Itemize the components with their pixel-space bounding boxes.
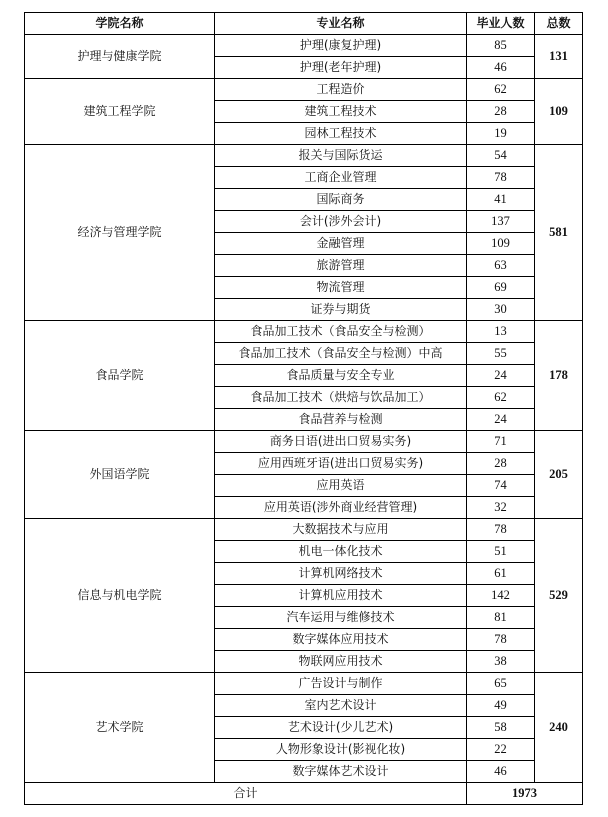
college-name: 建筑工程学院 bbox=[25, 79, 215, 145]
graduate-count: 81 bbox=[467, 607, 535, 629]
graduate-count: 22 bbox=[467, 739, 535, 761]
major-name: 食品加工技术（食品安全与检测） bbox=[215, 321, 467, 343]
graduate-count: 85 bbox=[467, 35, 535, 57]
graduate-count: 61 bbox=[467, 563, 535, 585]
graduate-count: 137 bbox=[467, 211, 535, 233]
graduate-count: 69 bbox=[467, 277, 535, 299]
table-row bbox=[25, 35, 583, 57]
major-name: 食品加工技术（烘焙与饮品加工） bbox=[215, 387, 467, 409]
graduate-count: 62 bbox=[467, 79, 535, 101]
table-row bbox=[25, 519, 583, 541]
graduate-count: 24 bbox=[467, 365, 535, 387]
major-name: 计算机网络技术 bbox=[215, 563, 467, 585]
header-major: 专业名称 bbox=[215, 13, 467, 35]
graduate-count: 28 bbox=[467, 453, 535, 475]
table-row bbox=[25, 673, 583, 695]
college-total: 109 bbox=[535, 79, 583, 145]
college-name: 外国语学院 bbox=[25, 431, 215, 519]
table-row bbox=[25, 79, 583, 101]
graduate-count: 65 bbox=[467, 673, 535, 695]
graduate-count: 62 bbox=[467, 387, 535, 409]
major-name: 证券与期货 bbox=[215, 299, 467, 321]
major-name: 工商企业管理 bbox=[215, 167, 467, 189]
major-name: 国际商务 bbox=[215, 189, 467, 211]
major-name: 食品加工技术（食品安全与检测）中高 bbox=[215, 343, 467, 365]
college-total: 581 bbox=[535, 145, 583, 321]
major-name: 计算机应用技术 bbox=[215, 585, 467, 607]
header-graduates: 毕业人数 bbox=[467, 13, 535, 35]
major-name: 食品营养与检测 bbox=[215, 409, 467, 431]
graduate-count: 51 bbox=[467, 541, 535, 563]
major-name: 金融管理 bbox=[215, 233, 467, 255]
graduate-count: 38 bbox=[467, 651, 535, 673]
graduate-count: 24 bbox=[467, 409, 535, 431]
graduate-count: 46 bbox=[467, 57, 535, 79]
graduate-count: 78 bbox=[467, 519, 535, 541]
major-name: 会计(涉外会计) bbox=[215, 211, 467, 233]
summary-row bbox=[25, 783, 583, 805]
major-name: 建筑工程技术 bbox=[215, 101, 467, 123]
college-total: 529 bbox=[535, 519, 583, 673]
major-name: 汽车运用与维修技术 bbox=[215, 607, 467, 629]
major-name: 旅游管理 bbox=[215, 255, 467, 277]
graduate-count: 49 bbox=[467, 695, 535, 717]
graduate-count: 71 bbox=[467, 431, 535, 453]
college-total: 131 bbox=[535, 35, 583, 79]
major-name: 护理(康复护理) bbox=[215, 35, 467, 57]
graduate-count: 32 bbox=[467, 497, 535, 519]
major-name: 数字媒体艺术设计 bbox=[215, 761, 467, 783]
major-name: 护理(老年护理) bbox=[215, 57, 467, 79]
graduate-count: 41 bbox=[467, 189, 535, 211]
header-total: 总数 bbox=[535, 13, 583, 35]
graduates-table bbox=[24, 12, 583, 805]
major-name: 商务日语(进出口贸易实务) bbox=[215, 431, 467, 453]
graduate-count: 30 bbox=[467, 299, 535, 321]
college-name: 经济与管理学院 bbox=[25, 145, 215, 321]
college-name: 信息与机电学院 bbox=[25, 519, 215, 673]
graduate-count: 55 bbox=[467, 343, 535, 365]
graduate-count: 78 bbox=[467, 167, 535, 189]
header-row bbox=[25, 13, 583, 35]
major-name: 食品质量与安全专业 bbox=[215, 365, 467, 387]
major-name: 人物形象设计(影视化妆) bbox=[215, 739, 467, 761]
summary-total: 1973 bbox=[467, 783, 583, 805]
graduate-count: 13 bbox=[467, 321, 535, 343]
graduate-count: 78 bbox=[467, 629, 535, 651]
summary-label: 合计 bbox=[25, 783, 467, 805]
graduate-count: 63 bbox=[467, 255, 535, 277]
graduate-count: 58 bbox=[467, 717, 535, 739]
table-body bbox=[25, 35, 583, 783]
major-name: 室内艺术设计 bbox=[215, 695, 467, 717]
header-college: 学院名称 bbox=[25, 13, 215, 35]
major-name: 报关与国际货运 bbox=[215, 145, 467, 167]
graduate-count: 142 bbox=[467, 585, 535, 607]
major-name: 应用英语 bbox=[215, 475, 467, 497]
major-name: 大数据技术与应用 bbox=[215, 519, 467, 541]
graduate-count: 19 bbox=[467, 123, 535, 145]
major-name: 应用西班牙语(进出口贸易实务) bbox=[215, 453, 467, 475]
major-name: 艺术设计(少儿艺术) bbox=[215, 717, 467, 739]
major-name: 物联网应用技术 bbox=[215, 651, 467, 673]
graduate-count: 46 bbox=[467, 761, 535, 783]
graduate-count: 54 bbox=[467, 145, 535, 167]
college-total: 240 bbox=[535, 673, 583, 783]
table-row bbox=[25, 145, 583, 167]
graduate-count: 28 bbox=[467, 101, 535, 123]
table-row bbox=[25, 431, 583, 453]
major-name: 园林工程技术 bbox=[215, 123, 467, 145]
major-name: 广告设计与制作 bbox=[215, 673, 467, 695]
college-name: 艺术学院 bbox=[25, 673, 215, 783]
college-total: 178 bbox=[535, 321, 583, 431]
table-row bbox=[25, 321, 583, 343]
major-name: 机电一体化技术 bbox=[215, 541, 467, 563]
graduate-count: 74 bbox=[467, 475, 535, 497]
major-name: 应用英语(涉外商业经营管理) bbox=[215, 497, 467, 519]
major-name: 数字媒体应用技术 bbox=[215, 629, 467, 651]
major-name: 物流管理 bbox=[215, 277, 467, 299]
college-total: 205 bbox=[535, 431, 583, 519]
major-name: 工程造价 bbox=[215, 79, 467, 101]
college-name: 护理与健康学院 bbox=[25, 35, 215, 79]
college-name: 食品学院 bbox=[25, 321, 215, 431]
graduate-count: 109 bbox=[467, 233, 535, 255]
